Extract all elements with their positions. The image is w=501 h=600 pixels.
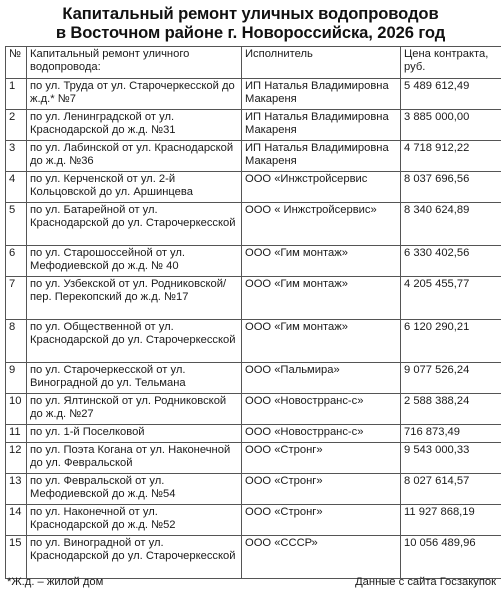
row-price: 4 718 912,22 — [401, 141, 501, 172]
row-price: 8 340 624,89 — [401, 203, 501, 246]
row-number: 9 — [6, 363, 27, 394]
title-line-2: в Восточном районе г. Новороссийска, 2026 год — [55, 23, 446, 42]
row-price: 4 205 455,77 — [401, 277, 501, 320]
row-price: 2 588 388,24 — [401, 394, 501, 425]
row-price: 5 489 612,49 — [401, 79, 501, 110]
table-row — [6, 246, 501, 277]
row-number: 12 — [6, 443, 27, 474]
row-number: 10 — [6, 394, 27, 425]
row-object: по ул. Виноградной от ул. Краснодарской до ул. Старочеркесской — [27, 536, 242, 579]
row-contractor: ООО «Гим монтаж» — [242, 320, 401, 363]
row-object: по ул. Старошоссейной от ул. Мефодиевской до ж.д. № 40 — [27, 246, 242, 277]
table-row — [6, 203, 501, 246]
row-number: 8 — [6, 320, 27, 363]
table-row — [6, 536, 501, 579]
row-object: по ул. Поэта Когана от ул. Наконечной до ул. Февральской — [27, 443, 242, 474]
row-object: по ул. Батарейной от ул. Краснодарской до ул. Старочеркесской — [27, 203, 242, 246]
row-object: по ул. Ялтинской от ул. Родниковской до ж.д. №27 — [27, 394, 242, 425]
table-row — [6, 505, 501, 536]
row-contractor: ООО «Гим монтаж» — [242, 277, 401, 320]
header-price: Цена контракта, руб. — [401, 47, 501, 79]
row-object: по ул. Общественной от ул. Краснодарской до ул. Старочеркесской — [27, 320, 242, 363]
row-contractor: ИП Наталья Владимировна Макареня — [242, 110, 401, 141]
row-number: 15 — [6, 536, 27, 579]
row-price: 10 056 489,96 — [401, 536, 501, 579]
row-object: по ул. Керченской от ул. 2-й Кольцовской до ул. Аршинцева — [27, 172, 242, 203]
row-contractor: ООО «Новострранс-с» — [242, 425, 401, 443]
row-number: 1 — [6, 79, 27, 110]
row-price: 9 543 000,33 — [401, 443, 501, 474]
row-object: по ул. Труда от ул. Старочеркесской до ж.д.* №7 — [27, 79, 242, 110]
row-number: 2 — [6, 110, 27, 141]
header-contractor: Исполнитель — [242, 47, 401, 79]
table-row — [6, 79, 501, 110]
footnote: *Ж.д. – жилой дом — [7, 576, 104, 588]
row-price: 6 120 290,21 — [401, 320, 501, 363]
row-contractor: ООО «Гим монтаж» — [242, 246, 401, 277]
table-row — [6, 141, 501, 172]
footer — [7, 576, 496, 589]
row-number: 3 — [6, 141, 27, 172]
row-price: 3 885 000,00 — [401, 110, 501, 141]
table-row — [6, 277, 501, 320]
row-price: 11 927 868,19 — [401, 505, 501, 536]
row-object: по ул. Лабинской от ул. Краснодарской до ж.д. №36 — [27, 141, 242, 172]
row-contractor: ООО «СССР» — [242, 536, 401, 579]
row-contractor: ООО «Стронг» — [242, 474, 401, 505]
row-object: по ул. Февральской от ул. Мефодиевской до ж.д. №54 — [27, 474, 242, 505]
row-number: 7 — [6, 277, 27, 320]
row-number: 11 — [6, 425, 27, 443]
header-number: № — [6, 47, 27, 79]
row-contractor: ООО «Инжстройсервис — [242, 172, 401, 203]
row-number: 6 — [6, 246, 27, 277]
row-number: 13 — [6, 474, 27, 505]
row-contractor: ООО «Стронг» — [242, 505, 401, 536]
table-row — [6, 320, 501, 363]
row-price: 8 037 696,56 — [401, 172, 501, 203]
row-price: 6 330 402,56 — [401, 246, 501, 277]
table-header-row — [6, 47, 501, 79]
row-contractor: ИП Наталья Владимировна Макареня — [242, 141, 401, 172]
row-price: 716 873,49 — [401, 425, 501, 443]
source-note: Данные с сайта Госзакупок — [355, 576, 496, 588]
row-price: 9 077 526,24 — [401, 363, 501, 394]
row-contractor: ООО «Стронг» — [242, 443, 401, 474]
row-object: по ул. Старочеркесской от ул. Виноградной до ул. Тельмана — [27, 363, 242, 394]
table-row — [6, 394, 501, 425]
table-row — [6, 474, 501, 505]
row-object: по ул. Узбекской от ул. Родниковской/пер. Перекопский до ж.д. №17 — [27, 277, 242, 320]
title-line-1: Капитальный ремонт уличных водопроводов — [62, 4, 439, 23]
row-contractor: ООО « Инжстройсервис» — [242, 203, 401, 246]
table-row — [6, 443, 501, 474]
row-contractor: ИП Наталья Владимировна Макареня — [242, 79, 401, 110]
contracts-table — [5, 46, 501, 579]
row-object: по ул. 1-й Поселковой — [27, 425, 242, 443]
row-object: по ул. Ленинградской от ул. Краснодарской до ж.д. №31 — [27, 110, 242, 141]
row-number: 14 — [6, 505, 27, 536]
header-object: Капитальный ремонт уличного водопровода: — [27, 47, 242, 79]
row-number: 4 — [6, 172, 27, 203]
row-object: по ул. Наконечной от ул. Краснодарской до ж.д. №52 — [27, 505, 242, 536]
row-number: 5 — [6, 203, 27, 246]
row-price: 8 027 614,57 — [401, 474, 501, 505]
table-row — [6, 110, 501, 141]
page-title — [5, 4, 496, 42]
table-row — [6, 172, 501, 203]
row-contractor: ООО «Пальмира» — [242, 363, 401, 394]
row-contractor: ООО «Новострранс-с» — [242, 394, 401, 425]
table-row — [6, 425, 501, 443]
table-row — [6, 363, 501, 394]
